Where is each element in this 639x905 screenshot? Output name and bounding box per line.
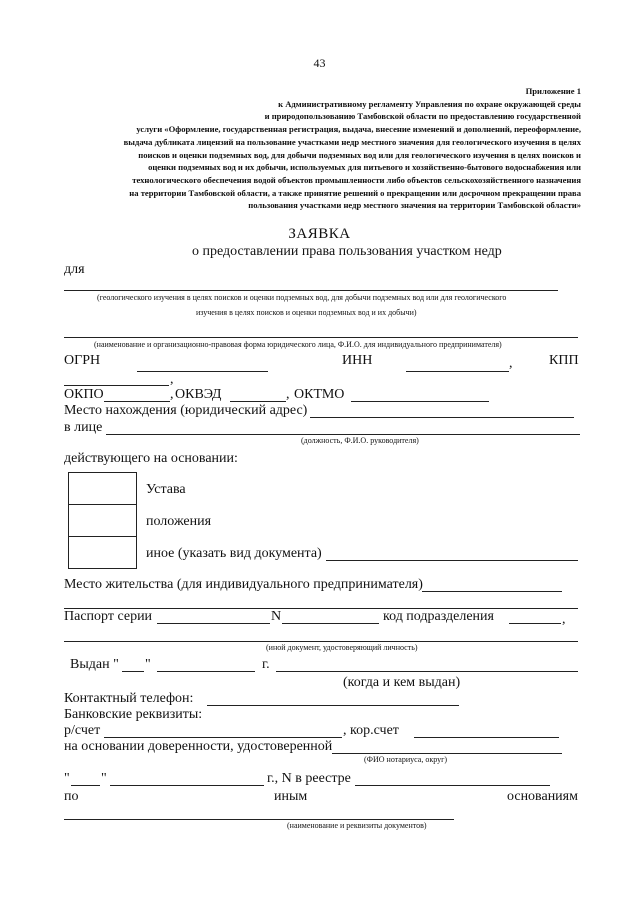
passport-series-field[interactable] <box>157 623 270 624</box>
appendix-line-1: Приложение 1 <box>525 86 581 96</box>
account-label: р/счет <box>64 723 101 738</box>
documents-field[interactable] <box>64 819 454 820</box>
phone-label: Контактный телефон: <box>64 691 194 706</box>
basis-charter-checkbox[interactable] <box>68 472 137 505</box>
issued-day-field[interactable] <box>122 671 144 672</box>
division-comma: , <box>562 612 566 627</box>
bank-label: Банковские реквизиты: <box>64 707 203 722</box>
basis-other-checkbox[interactable] <box>68 536 137 569</box>
inn-label: ИНН <box>342 353 373 368</box>
applicant-name-field[interactable] <box>64 337 578 338</box>
appendix-line-7: оценки подземных вод и их добычи, используемых для питьевого и хозяйственно-бытового водоснабжения или <box>148 162 581 173</box>
division-code-label: код подразделения <box>383 609 494 624</box>
other-document-note: (иной документ, удостоверяющий личность) <box>266 643 418 652</box>
inn-field[interactable] <box>406 371 509 372</box>
other-label: иным <box>274 789 308 804</box>
issued-quote: " <box>145 657 151 672</box>
kpp-field[interactable] <box>64 385 169 386</box>
other-document-field[interactable] <box>64 641 578 642</box>
representative-field[interactable] <box>106 434 580 435</box>
location-label: Место нахождения (юридический адрес) <box>64 403 308 418</box>
oktmo-field[interactable] <box>351 401 489 402</box>
purpose-note-1: (геологического изучения в целях поисков и оценки подземных вод, для добычи подземных вод или для геологического <box>97 293 507 302</box>
acting-basis-label: действующего на основании: <box>64 451 238 466</box>
date-quote-open: " <box>64 771 70 786</box>
location-field[interactable] <box>310 417 574 418</box>
phone-field[interactable] <box>207 705 459 706</box>
grounds-label: основаниям <box>507 789 578 804</box>
documents-note: (наименование и реквизиты документов) <box>287 821 427 830</box>
okpo-sep: , <box>170 387 174 402</box>
appendix-line-3: и природопользованию Тамбовской области по предоставлению государственной <box>264 111 581 122</box>
issued-by-note: (когда и кем выдан) <box>343 675 461 690</box>
in-person-label: в лице <box>64 420 103 435</box>
okved-label: ОКВЭД <box>175 387 222 402</box>
kpp-comma: , <box>170 372 174 387</box>
corr-account-label: , кор.счет <box>343 723 399 738</box>
notary-note: (ФИО нотариуса, округ) <box>364 755 448 764</box>
account-field[interactable] <box>104 737 342 738</box>
issued-label: Выдан " <box>70 657 119 672</box>
purpose-field[interactable] <box>64 290 558 291</box>
registry-field[interactable] <box>355 785 550 786</box>
passport-series-label: Паспорт серии <box>64 609 153 624</box>
date-day-field[interactable] <box>71 785 100 786</box>
appendix-line-5: выдача дубликата лицензий на пользование участками недр местного значения для геологического изучения в целях <box>123 136 581 147</box>
issued-year-label: г. <box>262 657 270 672</box>
page-number: 43 <box>313 56 326 70</box>
okved-sep: , <box>286 387 290 402</box>
oktmo-label: ОКТМО <box>294 387 345 402</box>
appendix-line-9: на территории Тамбовской области, а также принятие решений о прекращении или досрочном прекращении права <box>129 187 581 198</box>
issued-by-field[interactable] <box>276 671 578 672</box>
residence-label: Место жительства (для индивидуального предпринимателя) <box>64 577 423 592</box>
okpo-label: ОКПО <box>64 387 104 402</box>
division-code-field[interactable] <box>509 623 561 624</box>
by-label: по <box>64 789 79 804</box>
ogrn-label: ОГРН <box>64 353 101 368</box>
date-quote-close: " <box>101 771 107 786</box>
appendix-line-2: к Административному регламенту Управления по охране окружающей среды <box>278 98 581 109</box>
power-of-attorney-label: на основании доверенности, удостоверенной <box>64 739 333 754</box>
basis-other-label: иное (указать вид документа) <box>146 546 322 561</box>
notary-field[interactable] <box>332 753 562 754</box>
passport-number-field[interactable] <box>282 623 379 624</box>
basis-regulation-checkbox[interactable] <box>68 504 137 537</box>
basis-other-field[interactable] <box>326 560 578 561</box>
corr-account-field[interactable] <box>414 737 559 738</box>
basis-regulation-label: положения <box>146 514 212 529</box>
okved-field[interactable] <box>230 401 286 402</box>
form-subtitle: о предоставлении права пользования участком недр <box>192 244 502 259</box>
okpo-field[interactable] <box>104 401 170 402</box>
applicant-name-note: (наименование и организационно-правовая форма юридического лица, Ф.И.О. для индивидуального предпринимателя) <box>94 340 502 349</box>
for-label: для <box>64 262 85 277</box>
issued-month-field[interactable] <box>157 671 255 672</box>
date-month-field[interactable] <box>110 785 264 786</box>
kpp-label: КПП <box>549 353 579 368</box>
position-note: (должность, Ф.И.О. руководителя) <box>301 436 419 445</box>
inn-comma: , <box>509 356 513 371</box>
appendix-line-10: пользования участками недр местного значения на территории Тамбовской области» <box>248 200 581 211</box>
residence-field[interactable] <box>422 591 562 592</box>
passport-n-label: N <box>271 609 282 624</box>
registry-label: г., N в реестре <box>267 771 351 786</box>
basis-charter-label: Устава <box>146 482 186 497</box>
appendix-line-4: услуги «Оформление, государственная регистрация, выдача, внесение изменений и дополнений, переоформление, <box>136 124 581 135</box>
form-title: ЗАЯВКА <box>288 226 351 242</box>
purpose-note-2: изучения в целях поисков и оценки подземных вод и их добычи) <box>196 308 417 317</box>
appendix-line-8: технологического обеспечения водой объектов промышленности либо объектов сельскохозяйственного назначения <box>132 174 581 185</box>
ogrn-field[interactable] <box>137 371 268 372</box>
appendix-line-6: поисков и оценки подземных вод, для добычи подземных вод или для геологического изучения в целях поисков и <box>138 149 581 160</box>
